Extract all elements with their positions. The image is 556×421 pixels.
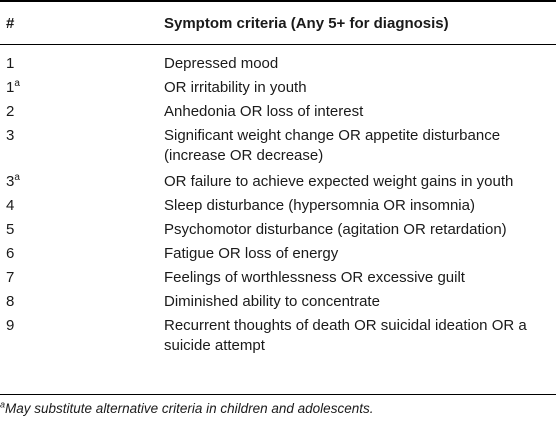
table-row bbox=[0, 244, 556, 268]
footnote-text: May substitute alternative criteria in children and adolescents. bbox=[5, 401, 374, 416]
table-top-rule bbox=[0, 0, 556, 2]
column-header-number: # bbox=[6, 15, 15, 32]
table-row bbox=[0, 172, 556, 196]
row-number: 9 bbox=[6, 317, 15, 334]
row-number: 1$^a$ bbox=[6, 78, 20, 96]
footnote-marker: a bbox=[0, 399, 6, 410]
row-number: 3$^a$ bbox=[6, 172, 20, 190]
row-criterion: Sleep disturbance (hypersomnia OR insomnia) bbox=[164, 197, 475, 214]
table-footnote bbox=[0, 400, 556, 417]
row-criterion: Anhedonia OR loss of interest bbox=[164, 103, 364, 120]
row-criterion: Depressed mood bbox=[164, 55, 279, 72]
row-number: 1 bbox=[6, 55, 15, 72]
row-criterion: Significant weight change OR appetite disturbance (increase OR decrease) bbox=[164, 127, 501, 164]
row-number: 6 bbox=[6, 245, 15, 262]
table-body bbox=[0, 54, 556, 362]
table-row bbox=[0, 220, 556, 244]
row-number: 5 bbox=[6, 221, 15, 238]
table-row bbox=[0, 126, 556, 172]
table-row bbox=[0, 292, 556, 316]
row-criterion: OR irritability in youth bbox=[164, 79, 307, 96]
table-row bbox=[0, 316, 556, 362]
row-criterion: Feelings of worthlessness OR excessive guilt bbox=[164, 269, 465, 286]
row-number: 8 bbox=[6, 293, 15, 310]
table-bottom-rule bbox=[0, 394, 556, 395]
column-header-criteria: Symptom criteria (Any 5+ for diagnosis) bbox=[164, 15, 449, 32]
row-criterion: Fatigue OR loss of energy bbox=[164, 245, 339, 262]
row-criterion: OR failure to achieve expected weight gains in youth bbox=[164, 173, 514, 190]
header-rule bbox=[0, 44, 556, 45]
row-number: 2 bbox=[6, 103, 15, 120]
table-row bbox=[0, 78, 556, 102]
row-number: 4 bbox=[6, 197, 15, 214]
row-number: 7 bbox=[6, 269, 15, 286]
table-row bbox=[0, 196, 556, 220]
row-number-superscript: a bbox=[14, 172, 20, 183]
row-number: 3 bbox=[6, 127, 15, 144]
row-criterion: Diminished ability to concentrate bbox=[164, 293, 380, 310]
row-number-superscript: a bbox=[14, 78, 20, 89]
table-row bbox=[0, 102, 556, 126]
row-criterion: Recurrent thoughts of death OR suicidal ideation OR a suicide attempt bbox=[164, 317, 527, 354]
row-criterion: Psychomotor disturbance (agitation OR retardation) bbox=[164, 221, 507, 238]
table-row bbox=[0, 268, 556, 292]
table-row bbox=[0, 54, 556, 78]
